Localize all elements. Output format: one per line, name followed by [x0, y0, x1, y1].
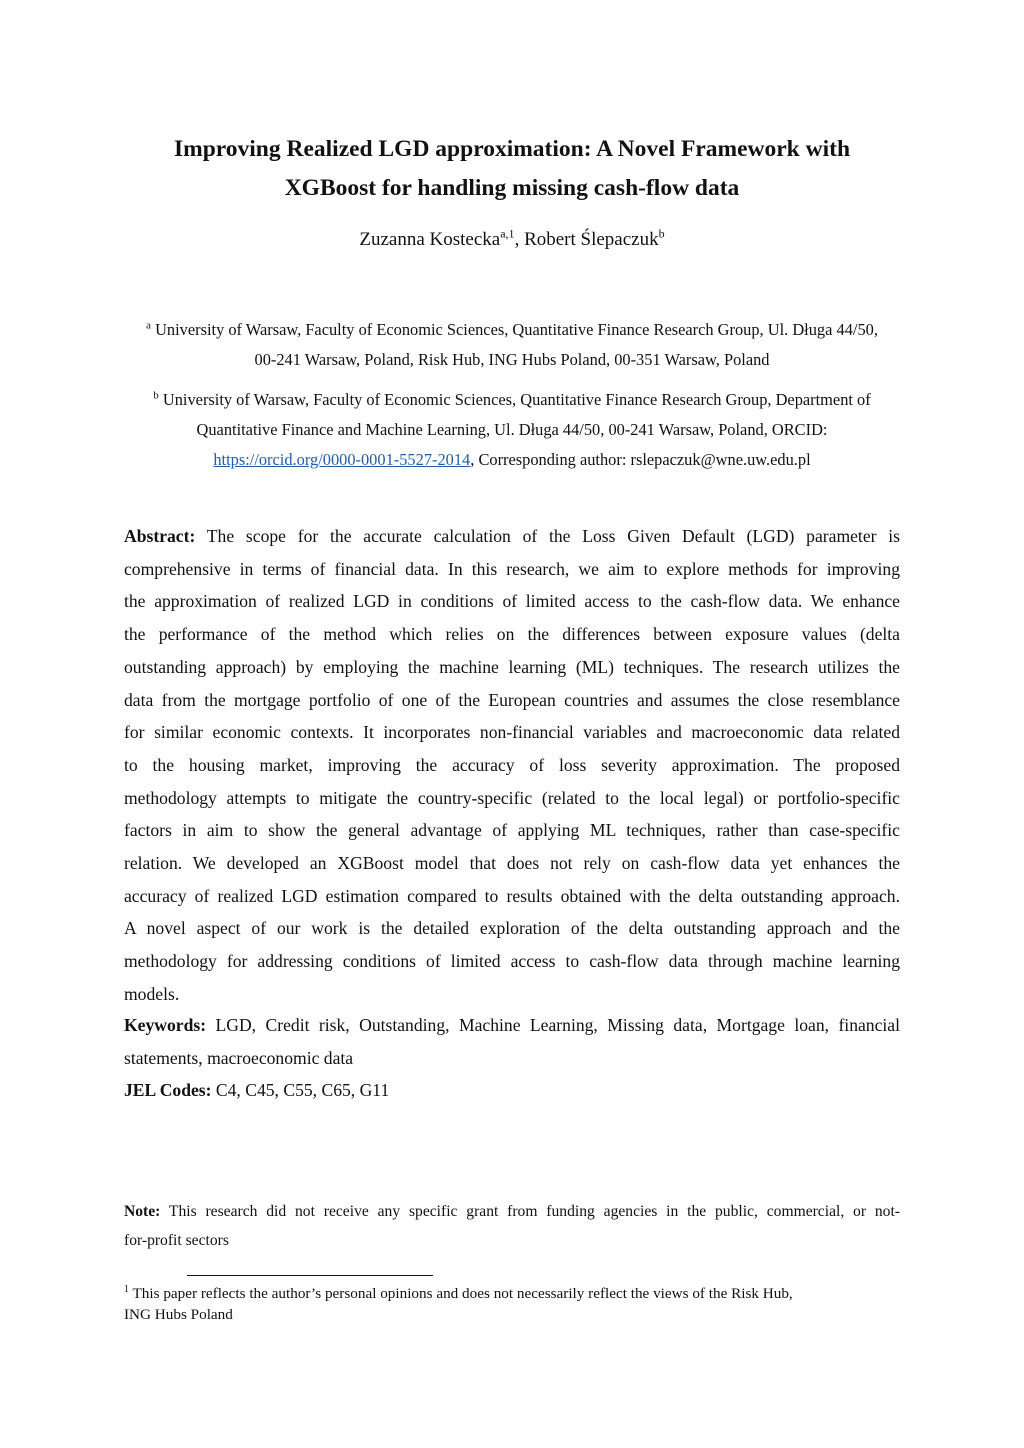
- abstract-line: accuracy of realized LGD estimation compared to results obtained with the delta outstanding approach.: [124, 885, 900, 906]
- keywords-line-1: [124, 1009, 900, 1042]
- corresponding-author-text: , Corresponding author: rslepaczuk@wne.uw.edu.pl: [470, 450, 811, 469]
- abstract-line: for similar economic contexts. It incorporates non-financial variables and macroeconomic data related: [124, 722, 900, 743]
- affiliation-a-line-1: [124, 315, 900, 345]
- abstract-line: to the housing market, improving the accuracy of loss severity approximation. The proposed: [124, 754, 900, 775]
- abstract-line: A novel aspect of our work is the detailed exploration of the delta outstanding approach and the: [124, 918, 900, 939]
- note-text-1: This research did not receive any specific grant from funding agencies in the public, commercial, or not-: [160, 1203, 900, 1220]
- affiliation-b-line-3: [124, 445, 900, 475]
- affiliation-b-text-1: University of Warsaw, Faculty of Economic Sciences, Quantitative Finance Research Group, Department of: [162, 390, 871, 409]
- affiliation-a-marker: a: [146, 319, 151, 332]
- abstract-line: methodology attempts to mitigate the country-specific (related to the local legal) or portfolio-specific: [124, 787, 900, 808]
- affiliation-b-line-2: Quantitative Finance and Machine Learning, Ul. Długa 44/50, 00-241 Warsaw, Poland, ORCID:: [196, 420, 828, 439]
- keywords-line-2: statements, macroeconomic data: [124, 1047, 354, 1068]
- author-1-name: Zuzanna Kostecka: [359, 229, 501, 250]
- title-line-2: XGBoost for handling missing cash-flow data: [284, 175, 740, 201]
- abstract-line: data from the mortgage portfolio of one of the European countries and assumes the close resemblance: [124, 689, 900, 710]
- footnote-text-1: This paper reflects the author’s personal opinions and does not necessarily reflect the views of the Risk Hub,: [129, 1285, 793, 1302]
- author-2-name: Robert Ślepaczuk: [524, 229, 659, 250]
- author-2-affiliation-marker: b: [658, 226, 665, 241]
- note-line-1: [124, 1197, 900, 1226]
- author-list: [124, 226, 900, 254]
- abstract-line: methodology for addressing conditions of limited access to cash-flow data through machine learning: [124, 951, 900, 972]
- note-label: Note:: [124, 1203, 161, 1220]
- affiliation-a-text-1: University of Warsaw, Faculty of Economic Sciences, Quantitative Finance Research Group, Ul. Długa 44/50,: [155, 320, 878, 339]
- title-line-1: Improving Realized LGD approximation: A Novel Framework with: [173, 136, 851, 162]
- author-1-affiliation-marker: a,1: [500, 226, 515, 241]
- jel-label: JEL Codes:: [124, 1080, 212, 1100]
- keywords-section: [124, 1009, 900, 1074]
- orcid-link[interactable]: https://orcid.org/0000-0001-5527-2014: [213, 450, 471, 469]
- abstract-line: relation. We developed an XGBoost model that does not rely on cash-flow data yet enhances the: [124, 853, 900, 874]
- abstract-line: the approximation of realized LGD in conditions of limited access to the cash-flow data. We enhance: [124, 591, 900, 612]
- footnote-line-2: ING Hubs Poland: [124, 1306, 233, 1323]
- affiliation-b-line-1: [124, 385, 900, 415]
- paper-title: [124, 130, 900, 208]
- author-separator: ,: [514, 229, 525, 250]
- abstract-line: factors in aim to show the general advantage of applying ML techniques, rather than case-specific: [124, 820, 900, 841]
- abstract-section: [124, 520, 900, 1011]
- jel-codes-section: [124, 1074, 900, 1107]
- footnote-line-1: [124, 1283, 900, 1304]
- affiliation-a-line-2: 00-241 Warsaw, Poland, Risk Hub, ING Hubs Poland, 00-351 Warsaw, Poland: [254, 350, 770, 369]
- affiliation-b: [124, 385, 900, 475]
- abstract-line: the performance of the method which relies on the differences between exposure values (delta: [124, 624, 900, 645]
- note-line-2: for-profit sectors: [124, 1232, 229, 1249]
- jel-value: C4, C45, C55, C65, G11: [211, 1080, 390, 1100]
- keywords-label: Keywords:: [124, 1015, 207, 1035]
- abstract-label: Abstract:: [124, 526, 196, 546]
- affiliation-a: [124, 315, 900, 375]
- footnote: [124, 1283, 900, 1325]
- keywords-text-1: LGD, Credit risk, Outstanding, Machine Learning, Missing data, Mortgage loan, financial: [206, 1015, 900, 1035]
- abstract-line: comprehensive in terms of financial data. In this research, we aim to explore methods for improving: [124, 558, 900, 579]
- abstract-line: outstanding approach) by employing the machine learning (ML) techniques. The research utilizes the: [124, 656, 900, 677]
- affiliation-b-marker: b: [153, 389, 159, 402]
- footnote-marker: 1: [124, 1283, 129, 1295]
- abstract-text: The scope for the accurate calculation of the Loss Given Default (LGD) parameter is: [195, 526, 900, 546]
- abstract-line: [124, 520, 900, 553]
- funding-note: [124, 1197, 900, 1255]
- footnote-divider: [187, 1275, 433, 1276]
- abstract-line: models.: [124, 983, 180, 1004]
